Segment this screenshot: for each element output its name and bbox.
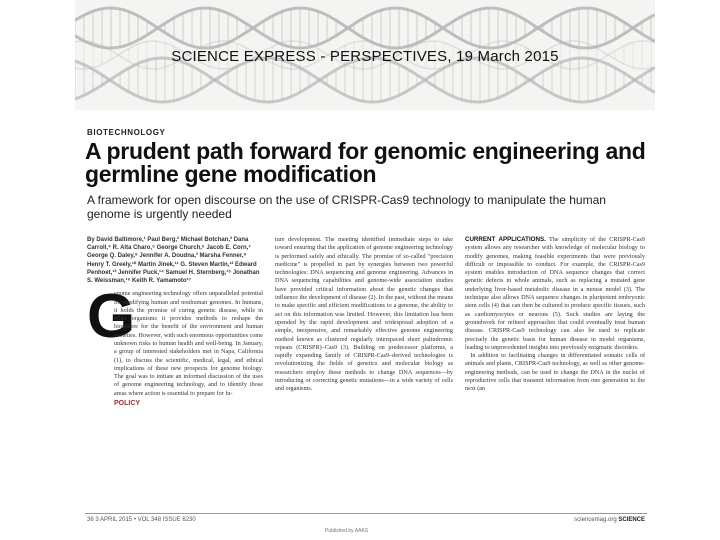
lede-text: enome engineering technology offers unparalleled potential for modifying human and nonhuman genomes. In humans, it holds the promise of curing genetic disease, while in other organisms it provides methods to reshape the biosphere for the benefit of the environment and human societies. However, with such enormous opportunities come unknown risks to human health and well-being. In January, a group of interested stakeholders met in Napa, California (1), to discuss the scientific, medical, legal, and ethical implications of these new prospects for genome biology. The goal was to initiate an informed discussion of the uses of genome engineering technology, and to identify those areas where action is essential to prepare for fu- bbox=[114, 290, 263, 397]
footer-journal bbox=[574, 517, 645, 523]
footer-publisher: Published by AAAS bbox=[325, 528, 369, 534]
banner-caption: SCIENCE EXPRESS - PERSPECTIVES, 19 March 2015 bbox=[171, 48, 559, 65]
runin-heading: CURRENT APPLICATIONS. bbox=[465, 236, 546, 243]
footer-rule bbox=[85, 513, 647, 514]
article-page bbox=[75, 110, 655, 540]
footer-site: sciencemag.org bbox=[574, 517, 617, 523]
article-headline: A prudent path forward for genomic engineering and germline gene modification bbox=[85, 138, 646, 187]
policy-label: POLICY bbox=[114, 400, 141, 408]
drop-cap: G bbox=[87, 282, 136, 352]
column-3 bbox=[465, 236, 645, 514]
footer-issue-info: 36 3 APRIL 2015 • VOL 348 ISSUE 6230 bbox=[87, 517, 196, 523]
author-list: By David Baltimore,¹ Paul Berg,² Michael Botchan,³ Dana Carroll,⁴ R. Alta Charo,⁵ George Church,⁶ Jacob E. Corn,⁷ George Q. Daley,⁸ Jennifer A. Doudna,³ Marsha Fenner,⁹ Henry T. Greely,¹⁰ Martin Jinek,¹¹ G. Steven Martin,¹² Edward Penhoet,¹³ Jennifer Puck,¹⁴ Samuel H. Sternberg,¹⁵ Jonathan S. Weissman,¹⁶ Keith R. Yamamoto¹⁷ bbox=[87, 237, 260, 285]
column-2 bbox=[275, 236, 453, 514]
column-3-text-a: The simplicity of the CRISPR-Cas9 system allows any researcher with knowledge of molecular biology to modify genomes, making feasible experiments that were previously difficult or impossible to conduct. For example, the CRISPR-Cas9 system enables introduction of DNA sequence changes that correct genetic defects in whole animals, such as replacing a mutated gene underlying liver-based metabolic disease in a mouse model (3). The technique also allows DNA sequence changes in pluripotent embryonic stem cells (4) that can then be cultured to produce specific tissues, such as cardiomyocytes or neurons (5). Such studies are laying the groundwork for refined approaches that could eventually treat human disease. CRISPR-Cas9 technology can also be used to replicate precisely the genetic basis for human disease in model organisms, leading to unprecedented insights into previously enigmatic disorders. bbox=[465, 236, 645, 351]
footer-brand: SCIENCE bbox=[618, 517, 645, 523]
lede bbox=[87, 282, 263, 410]
section-label: BIOTECHNOLOGY bbox=[87, 128, 166, 137]
column-2-text: ture development. The meeting identified immediate steps to take toward ensuring that the application of genome engineering technology is performed safely and ethically. The promise of so-called "precision medicine" is propelled in part by synergies between two powerful technologies: DNA sequencing and genome engineering. Advances in DNA sequencing capabilities and genome-wide association studies have provided critical information about the genetic changes that influence the development of disease (2). In the past, without the means to make specific and efficient modifications to a genome, the ability to act on this information was limited. However, this limitation has been upended by the rapid development and widespread adoption of a simple, inexpensive, and remarkably effective genome engineering method known as clustered regularly interspaced short palindromic repeats (CRISPR)–Cas9 (3). Building on predecessor platforms, a rapidly expanding family of CRISPR-Cas9–derived technologies is revolutionizing the fields of genetics and molecular biology as researchers employ these methods to change DNA sequences—by introducing or correcting genetic mutations—in a wide variety of cells and organisms. bbox=[275, 236, 453, 393]
article-dek: A framework for open discourse on the use of CRISPR-Cas9 technology to manipulate the human genome is urgently needed bbox=[87, 193, 606, 221]
column-1 bbox=[87, 236, 263, 514]
column-3-text-b: In addition to facilitating changes in differentiated somatic cells of animals and plants, CRISPR-Cas9 technology, as well as other genome-engineering methods, can be used to change the DNA in the nuclei of reproductive cells that transmit information from one generation to the next (an bbox=[465, 352, 645, 393]
dna-banner bbox=[75, 0, 655, 110]
